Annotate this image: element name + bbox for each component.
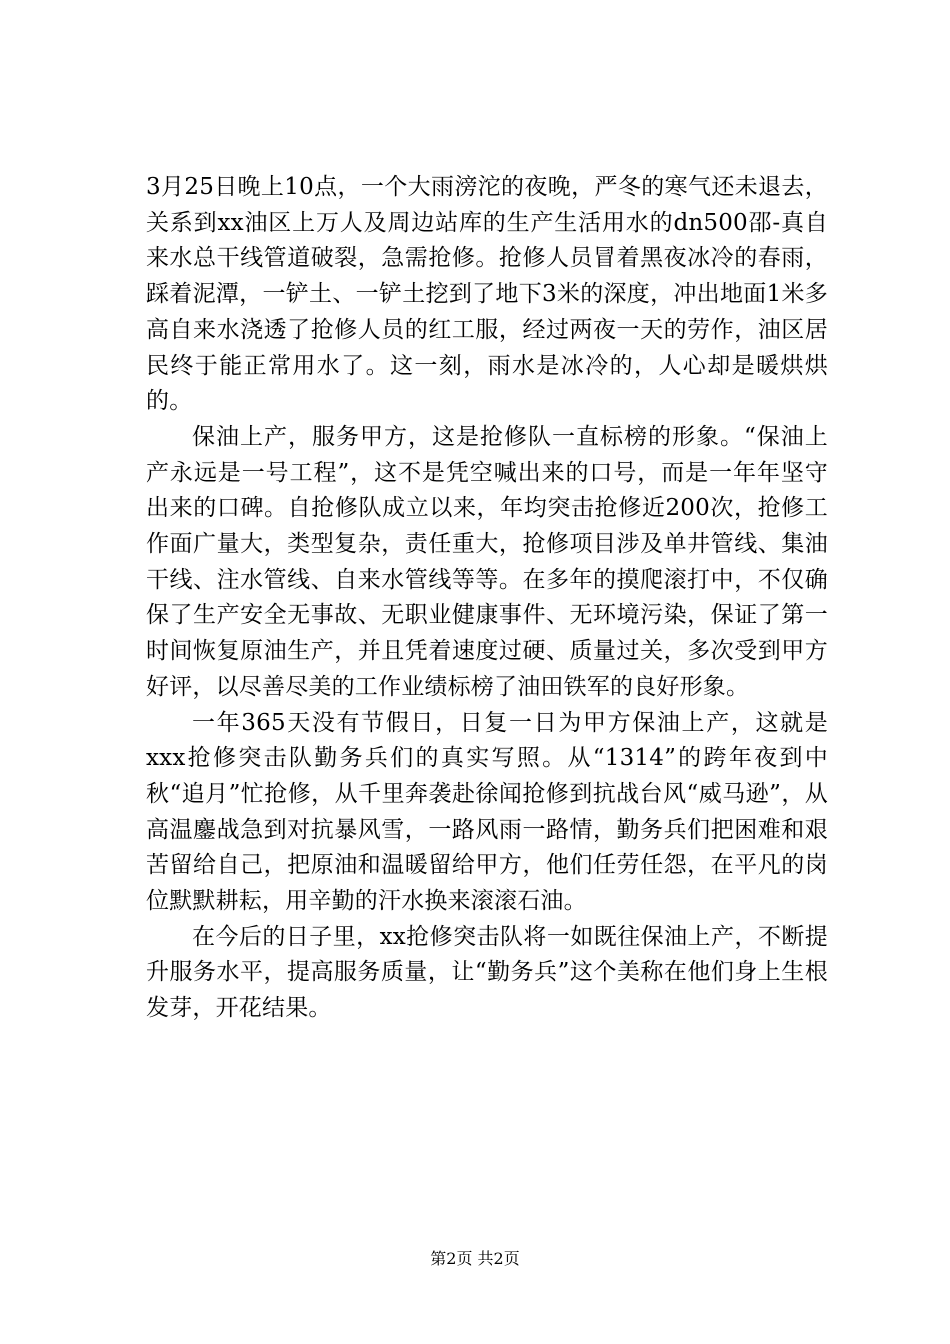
paragraph-4: 在今后的日子里，xx抢修突击队将一如既往保油上产，不断提升服务水平，提高服务质量，让“勤务兵”这个美称在他们身上生根发芽，开花结果。 xyxy=(146,923,828,1022)
document-body xyxy=(146,170,828,1027)
paragraph-1: 3月25日晚上10点，一个大雨滂沱的夜晚，严冬的寒气还未退去，关系到xx油区上万人及周边站库的生产生活用水的dn500邵-真自来水总干线管道破裂，急需抢修。抢修人员冒着黑夜冰冷的春雨，踩着泥潭，一铲土、一铲土挖到了地下3米的深度，冲出地面1米多高自来水浇透了抢修人员的红工服，经过两夜一天的劳作，油区居民终于能正常用水了。这一刻，雨水是冰冷的，人心却是暖烘烘的。 xyxy=(146,174,828,415)
page-footer: 第2页 共2页 xyxy=(430,1249,520,1268)
paragraph-3: 一年365天没有节假日，日复一日为甲方保油上产，这就是xxx抢修突击队勤务兵们的真实写照。从“1314”的跨年夜到中秋“追月”忙抢修，从千里奔袭赴徐闻抢修到抗战台风“威马逊”，从高温鏖战急到对抗暴风雪，一路风雨一路情，勤务兵们把困难和艰苦留给自己，把原油和温暖留给甲方，他们任劳任怨，在平凡的岗位默默耕耘，用辛勤的汗水换来滚滚石油。 xyxy=(146,709,828,915)
paragraph-2: 保油上产，服务甲方，这是抢修队一直标榜的形象。“保油上产永远是一号工程”，这不是凭空喊出来的口号，而是一年年坚守出来的口碑。自抢修队成立以来，年均突击抢修近200次，抢修工作面广量大，类型复杂，责任重大，抢修项目涉及单井管线、集油干线、注水管线、自来水管线等等。在多年的摸爬滚打中，不仅确保了生产安全无事故、无职业健康事件、无环境污染，保证了第一时间恢复原油生产，并且凭着速度过硬、质量过关，多次受到甲方好评，以尽善尽美的工作业绩标榜了油田铁军的良好形象。 xyxy=(146,423,828,700)
